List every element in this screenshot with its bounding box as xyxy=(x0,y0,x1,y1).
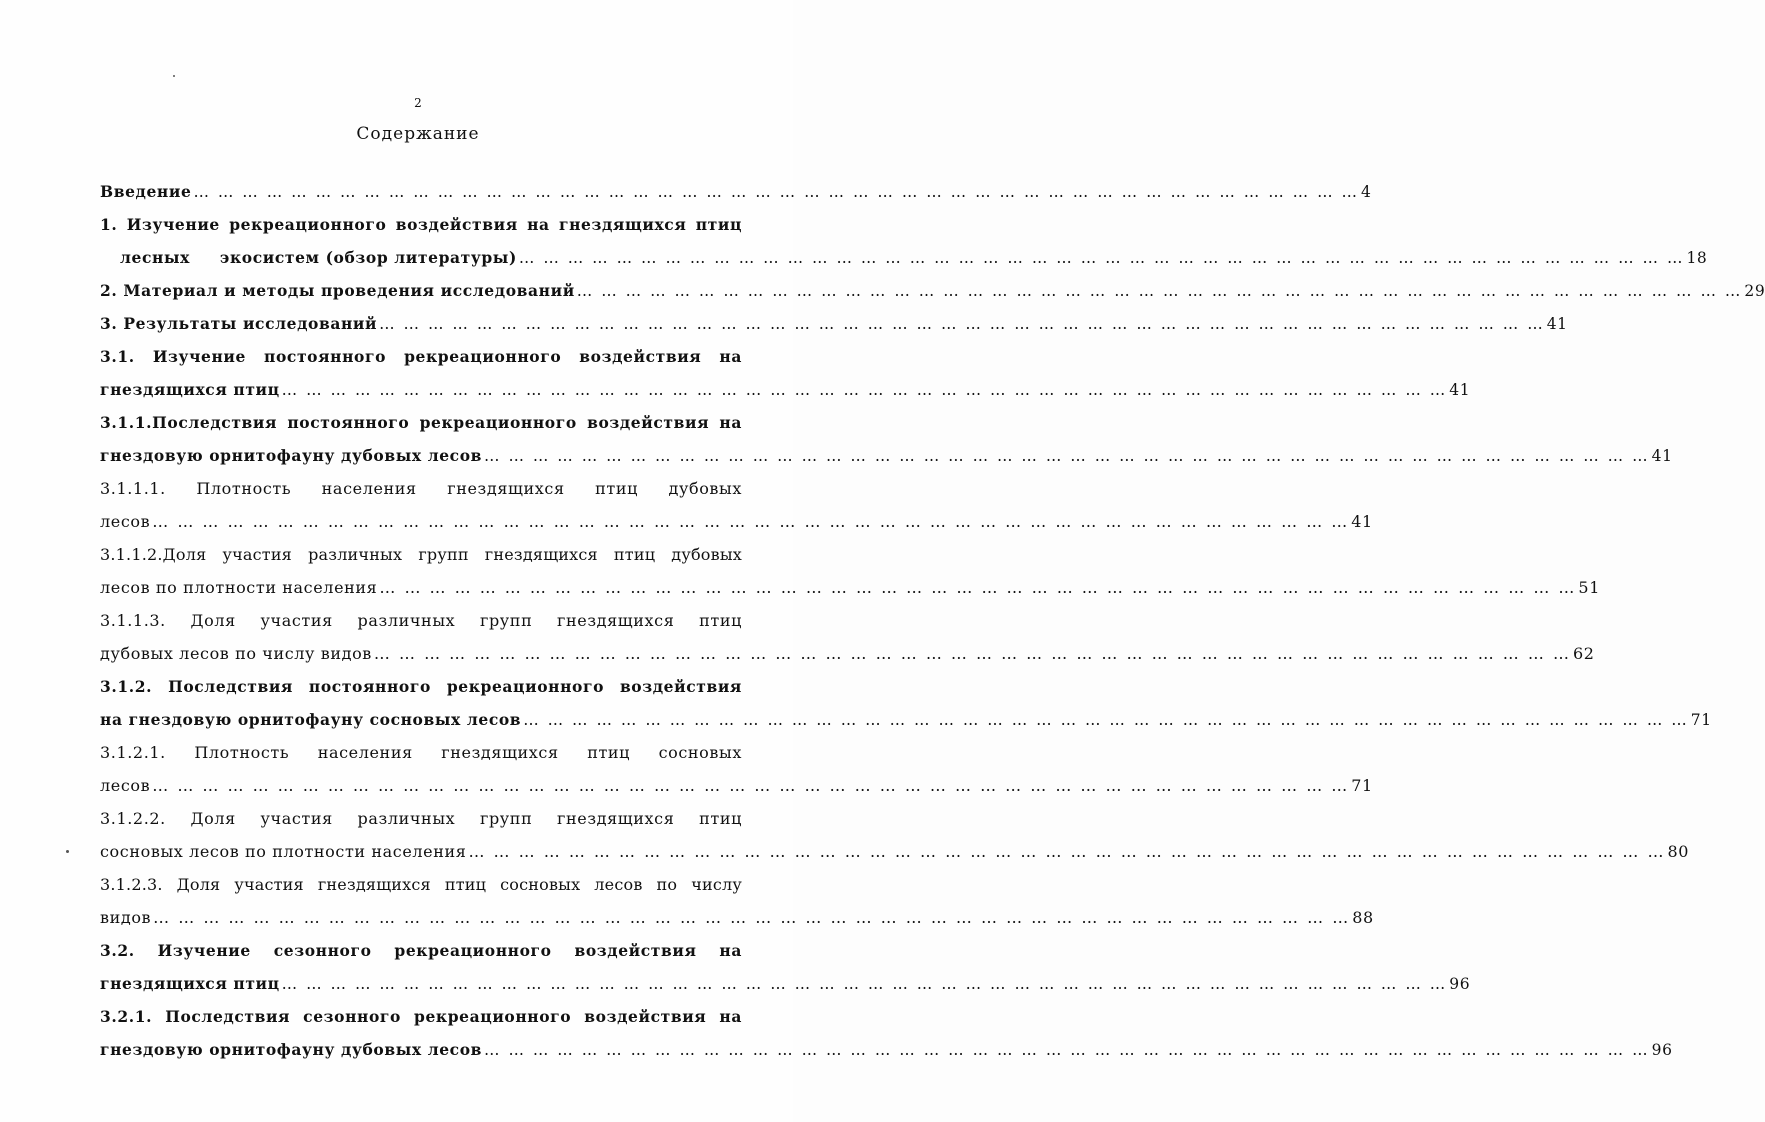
toc-entry-3-1-1[interactable]: 3.1.1.Последствия постоянного рекреационного воздействия на xyxy=(100,413,742,432)
toc-entry-3-1-1-3-cont[interactable]: дубовых лесов по числу видов … … … … … … … … … … … … … … … … … … … … … … … … … … … … … … … … … … … … … … … … … … … … … … … … 62 xyxy=(100,637,742,670)
toc-entry-3-1-2-2[interactable]: 3.1.2.2. Доля участия различных групп гнездящихся птиц xyxy=(100,809,742,828)
toc-entry-chapter-1-cont[interactable]: лесных экосистем (обзор литературы) … … … … … … … … … … … … … … … … … … … … … … … … … … … … … … … … … … … … … … … … … … … … … … … … 18 xyxy=(100,241,742,274)
leader-dots: … … … … … … … … … … … … … … … … … … … … … … … … … … … … … … … … … … … … … … … … … … … … … … … … xyxy=(379,315,1545,333)
leader-dots: … … … … … … … … … … … … … … … … … … … … … … … … … … … … … … … … … … … … … … … … … … … … … … … … xyxy=(153,908,1351,927)
leader-dots: … … … … … … … … … … … … … … … … … … … … … … … … … … … … … … … … … … … … … … … … … … … … … … … … xyxy=(484,1041,1650,1059)
toc-entry-3-1-cont[interactable]: гнездящихся птиц … … … … … … … … … … … … … … … … … … … … … … … … … … … … … … … … … … … … … … … … … … … … … … … … 41 xyxy=(100,373,742,406)
toc-entry-3-1-1-1-cont[interactable]: лесов … … … … … … … … … … … … … … … … … … … … … … … … … … … … … … … … … … … … … … … … … … … … … … … … 41 xyxy=(100,505,742,538)
page-title: Содержание xyxy=(356,124,480,144)
toc-entry-3-1[interactable]: 3.1. Изучение постоянного рекреационного воздействия на xyxy=(100,347,742,366)
toc-page-number: 41 xyxy=(1449,381,1471,399)
toc-page-number: 41 xyxy=(1351,512,1373,531)
toc-page-number: 80 xyxy=(1667,842,1690,861)
toc-entry-3-2-cont[interactable]: гнездящихся птиц … … … … … … … … … … … … … … … … … … … … … … … … … … … … … … … … … … … … … … … … … … … … … … … … 96 xyxy=(100,967,742,1000)
toc-entry-chapter-1[interactable]: 1. Изучение рекреационного воздействия на гнездящихся птиц xyxy=(100,215,742,234)
toc-entry-3-1-1-1[interactable]: 3.1.1.1. Плотность населения гнездящихся птиц дубовых xyxy=(100,479,742,498)
toc-page-number: 29 xyxy=(1744,282,1765,300)
leader-dots: … … … … … … … … … … … … … … … … … … … … … … … … … … … … … … … … … … … … … … … … … … … … … … … … xyxy=(523,711,1689,729)
leader-dots: … … … … … … … … … … … … … … … … … … … … … … … … … … … … … … … … … … … … … … … … … … … … … … … … xyxy=(281,381,1448,399)
toc-page-number: 96 xyxy=(1449,975,1471,993)
toc-entry-3-1-1-cont[interactable]: гнездовую орнитофауну дубовых лесов … … … … … … … … … … … … … … … … … … … … … … … … … … … … … … … … … … … … … … … … … … … … … … … … 41 xyxy=(100,439,742,472)
toc-entry-3-1-2[interactable]: 3.1.2. Последствия постоянного рекреационного воздействия xyxy=(100,677,742,696)
leader-dots: … … … … … … … … … … … … … … … … … … … … … … … … … … … … … … … … … … … … … … … … … … … … … … … … xyxy=(152,776,1350,795)
leader-dots: … … … … … … … … … … … … … … … … … … … … … … … … … … … … … … … … … … … … … … … … … … … … … … … … xyxy=(281,975,1448,993)
scan-speck xyxy=(66,850,69,853)
leader-dots: … … … … … … … … … … … … … … … … … … … … … … … … … … … … … … … … … … … … … … … … … … … … … … … … xyxy=(468,842,1666,861)
page-number: 2 xyxy=(414,96,422,110)
leader-dots: … … … … … … … … … … … … … … … … … … … … … … … … … … … … … … … … … … … … … … … … … … … … … … … … xyxy=(152,512,1350,531)
toc-entry-3-2-1[interactable]: 3.2.1. Последствия сезонного рекреационного воздействия на xyxy=(100,1007,742,1026)
toc-entry-3-1-2-3-cont[interactable]: видов … … … … … … … … … … … … … … … … … … … … … … … … … … … … … … … … … … … … … … … … … … … … … … … … 88 xyxy=(100,901,742,934)
toc-entry-3-1-1-2[interactable]: 3.1.1.2.Доля участия различных групп гнездящихся птиц дубовых xyxy=(100,545,742,564)
toc-entry-3-1-2-1[interactable]: 3.1.2.1. Плотность населения гнездящихся птиц сосновых xyxy=(100,743,742,762)
toc-page-number: 41 xyxy=(1546,315,1568,333)
toc-page-number: 62 xyxy=(1572,644,1595,663)
leader-dots: … … … … … … … … … … … … … … … … … … … … … … … … … … … … … … … … … … … … … … … … … … … … … … … … xyxy=(518,249,1685,267)
toc-entry-3-1-2-1-cont[interactable]: лесов … … … … … … … … … … … … … … … … … … … … … … … … … … … … … … … … … … … … … … … … … … … … … … … … 71 xyxy=(100,769,742,802)
toc-entry-3-1-1-3[interactable]: 3.1.1.3. Доля участия различных групп гнездящихся птиц xyxy=(100,611,742,630)
toc-entry-3-1-2-cont[interactable]: на гнездовую орнитофауну сосновых лесов … … … … … … … … … … … … … … … … … … … … … … … … … … … … … … … … … … … … … … … … … … … … … … … … 71 xyxy=(100,703,742,736)
toc-entry-3-1-1-2-cont[interactable]: лесов по плотности населения … … … … … … … … … … … … … … … … … … … … … … … … … … … … … … … … … … … … … … … … … … … … … … … … 51 xyxy=(100,571,742,604)
leader-dots: … … … … … … … … … … … … … … … … … … … … … … … … … … … … … … … … … … … … … … … … … … … … … … … … xyxy=(576,282,1743,300)
leader-dots: … … … … … … … … … … … … … … … … … … … … … … … … … … … … … … … … … … … … … … … … … … … … … … … … xyxy=(193,183,1360,201)
leader-dots: … … … … … … … … … … … … … … … … … … … … … … … … … … … … … … … … … … … … … … … … … … … … … … … … xyxy=(484,447,1650,465)
toc-entry-3-2[interactable]: 3.2. Изучение сезонного рекреационного воздействия на xyxy=(100,941,742,960)
toc-page-number: 18 xyxy=(1686,249,1708,267)
scan-speck xyxy=(173,75,175,77)
toc-entry-introduction[interactable]: Введение … … … … … … … … … … … … … … … … … … … … … … … … … … … … … … … … … … … … … … … … … … … … … … … … 4 xyxy=(100,175,742,208)
table-of-contents xyxy=(100,175,1765,1066)
toc-entry-3-2-1-cont[interactable]: гнездовую орнитофауну дубовых лесов … … … … … … … … … … … … … … … … … … … … … … … … … … … … … … … … … … … … … … … … … … … … … … … … 96 xyxy=(100,1033,742,1066)
leader-dots: … … … … … … … … … … … … … … … … … … … … … … … … … … … … … … … … … … … … … … … … … … … … … … … … xyxy=(373,644,1571,663)
toc-page-number: 71 xyxy=(1690,711,1712,729)
toc-page-number: 96 xyxy=(1651,1041,1673,1059)
toc-entry-3-1-2-3[interactable]: 3.1.2.3. Доля участия гнездящихся птиц сосновых лесов по числу xyxy=(100,875,742,894)
toc-entry-chapter-2[interactable]: 2. Материал и методы проведения исследований … … … … … … … … … … … … … … … … … … … … … … … … … … … … … … … … … … … … … … … … … … … … … … … … 29 xyxy=(100,274,742,307)
toc-page-number: 51 xyxy=(1578,578,1600,597)
toc-page-number: 88 xyxy=(1352,908,1374,927)
toc-page-number: 71 xyxy=(1351,776,1373,795)
toc-page-number: 4 xyxy=(1361,183,1372,201)
toc-entry-chapter-3[interactable]: 3. Результаты исследований … … … … … … … … … … … … … … … … … … … … … … … … … … … … … … … … … … … … … … … … … … … … … … … … 41 xyxy=(100,307,742,340)
toc-entry-3-1-2-2-cont[interactable]: сосновых лесов по плотности населения … … … … … … … … … … … … … … … … … … … … … … … … … … … … … … … … … … … … … … … … … … … … … … … … 80 xyxy=(100,835,742,868)
toc-page-number: 41 xyxy=(1651,447,1673,465)
leader-dots: … … … … … … … … … … … … … … … … … … … … … … … … … … … … … … … … … … … … … … … … … … … … … … … … xyxy=(379,578,1577,597)
